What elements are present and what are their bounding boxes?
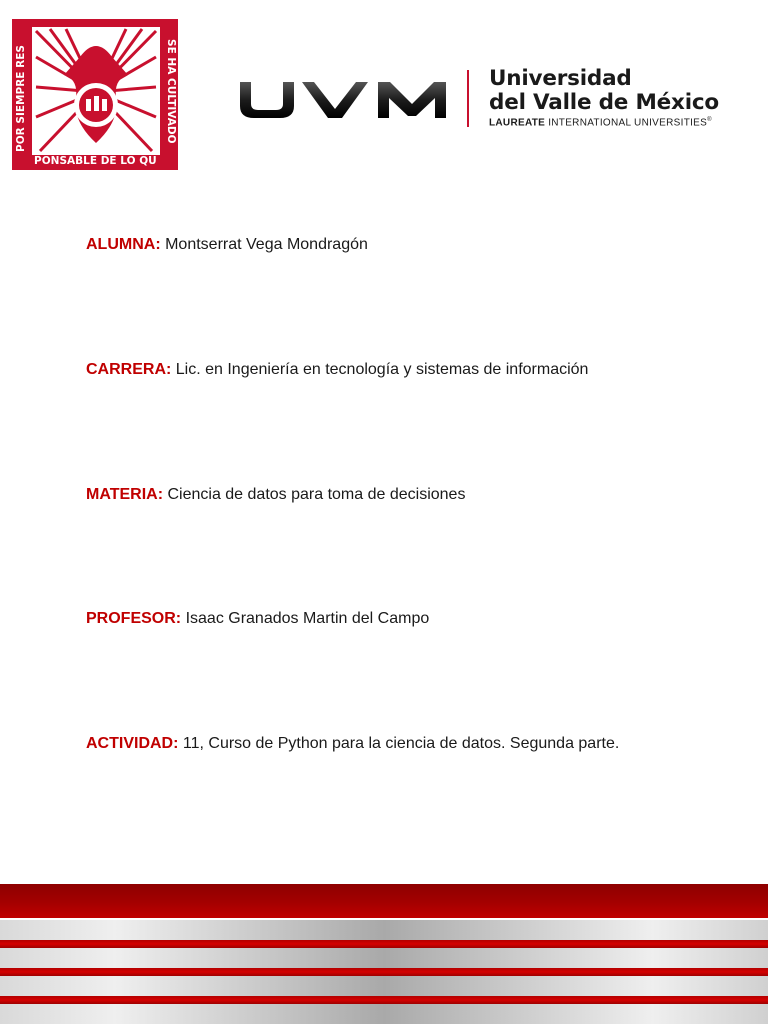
university-name [489,67,764,115]
footer-band-red-thin [0,996,768,1004]
footer-band-grey [0,948,768,968]
field-profesor [86,610,429,628]
field-label-alumna: ALUMNA: [86,236,161,253]
footer-band-grey [0,1004,768,1024]
field-label-carrera: CARRERA: [86,361,172,378]
field-actividad [86,735,619,753]
svg-text:POR SIEMPRE RES: POR SIEMPRE RES [15,45,27,152]
field-carrera [86,361,588,379]
field-value-materia: Ciencia de datos para toma de decisiones [163,486,466,503]
footer-decorative-bands [0,884,768,1024]
field-value-profesor: Isaac Granados Martin del Campo [181,610,430,627]
svg-text:SE HA CULTIVADO: SE HA CULTIVADO [165,39,177,144]
registered-mark: ® [707,117,712,123]
tagline-laureate: LAUREATE [489,117,546,129]
field-alumna [86,236,368,254]
university-name-line2: del Valle de México [489,90,719,115]
field-value-alumna: Montserrat Vega Mondragón [160,236,368,253]
university-tagline [489,117,712,128]
svg-text:PONSABLE DE LO QUE: PONSABLE DE LO QU [34,155,157,167]
field-value-actividad: 11, Curso de Python para la ciencia de datos. Segunda parte. [178,735,620,752]
logo-divider [467,70,469,127]
university-seal-logo [10,17,180,172]
field-label-actividad: ACTIVIDAD: [86,735,179,752]
footer-band-red-thin [0,940,768,948]
footer-band-red-thin [0,968,768,976]
field-value-carrera: Lic. en Ingeniería en tecnología y sistemas de información [171,361,589,378]
footer-band-grey [0,920,768,940]
footer-band-grey [0,976,768,996]
university-name-line1: Universidad [489,66,632,91]
field-label-profesor: PROFESOR: [86,610,182,627]
tagline-rest: INTERNATIONAL UNIVERSITIES [545,117,708,129]
field-materia [86,486,465,504]
field-label-materia: MATERIA: [86,486,164,503]
uvm-wordmark-logo [240,80,446,120]
footer-band-red [0,884,768,918]
